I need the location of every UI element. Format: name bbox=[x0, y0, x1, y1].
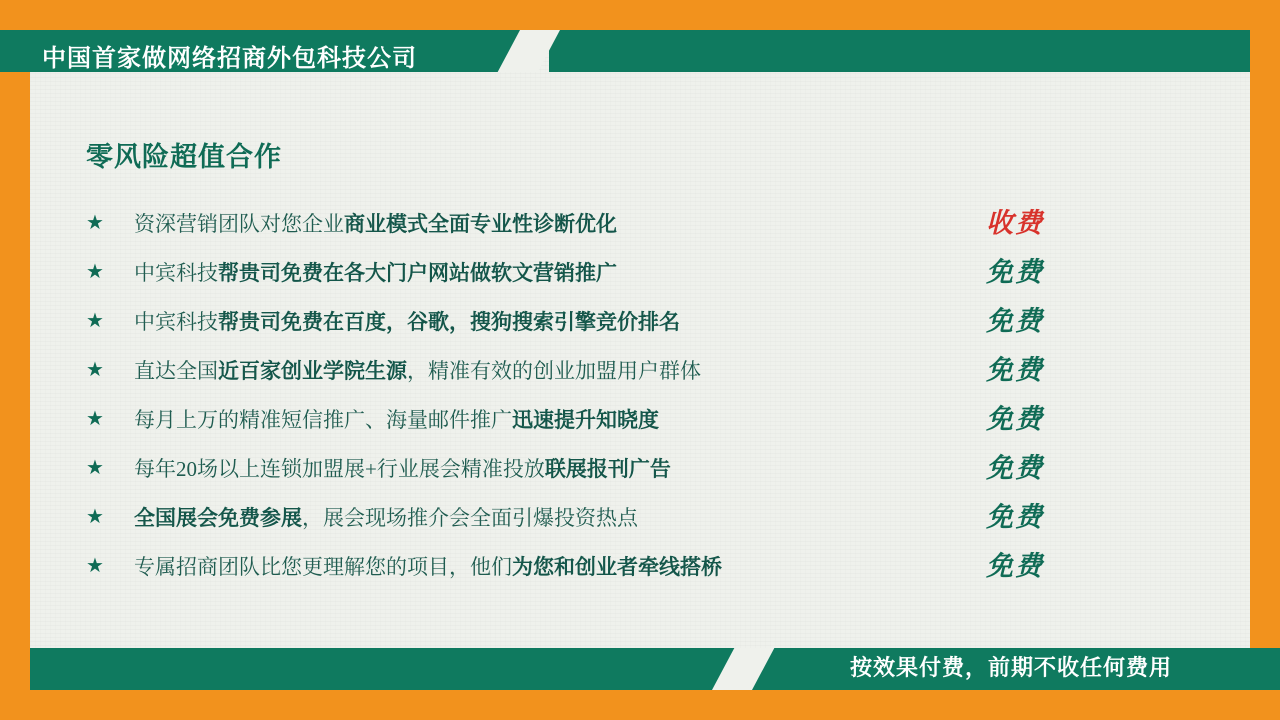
list-item-bold: 迅速提升知晓度 bbox=[512, 407, 659, 432]
list-item bbox=[86, 443, 1086, 492]
list-item-text bbox=[134, 208, 617, 238]
star-icon: ★ bbox=[86, 309, 104, 332]
list-item-text bbox=[134, 502, 638, 532]
list-item-bold: 近百家创业学院生源 bbox=[218, 358, 407, 383]
list-item-bold: 帮贵司免费在百度，谷歌，搜狗搜索引擎竞价排名 bbox=[218, 309, 680, 334]
list-item-bold: 商业模式全面专业性诊断优化 bbox=[344, 211, 617, 236]
star-icon: ★ bbox=[86, 505, 104, 528]
price-badge: 免费 bbox=[986, 404, 1044, 434]
list-item-text bbox=[134, 453, 671, 483]
footer-text: 按效果付费，前期不收任何费用 bbox=[850, 655, 1173, 680]
list-item bbox=[86, 198, 1086, 247]
star-icon: ★ bbox=[86, 554, 104, 577]
header-title: 中国首家做网络招商外包科技公司 bbox=[42, 45, 417, 72]
star-icon: ★ bbox=[86, 407, 104, 430]
list-item bbox=[86, 345, 1086, 394]
list-item-pre: 中宾科技 bbox=[134, 260, 218, 285]
price-column bbox=[955, 196, 1075, 588]
footer-band-left bbox=[30, 648, 745, 690]
price-badge: 免费 bbox=[986, 453, 1044, 483]
header-band-right bbox=[549, 30, 1250, 72]
price-badge: 免费 bbox=[986, 257, 1044, 287]
list-item-post: ，精准有效的创业加盟用户群体 bbox=[407, 358, 701, 383]
list-item-bold: 帮贵司免费在各大门户网站做软文营销推广 bbox=[218, 260, 617, 285]
list-item-pre: 每年20场以上连锁加盟展+行业展会精准投放 bbox=[134, 456, 545, 481]
list-item-text bbox=[134, 404, 659, 434]
star-icon: ★ bbox=[86, 358, 104, 381]
list-item-bold: 全国展会免费参展 bbox=[134, 505, 302, 530]
price-badge: 免费 bbox=[986, 306, 1044, 336]
star-icon: ★ bbox=[86, 456, 104, 479]
price-badge: 收费 bbox=[986, 208, 1044, 238]
list-item-bold: 为您和创业者牵线搭桥 bbox=[512, 554, 722, 579]
star-icon: ★ bbox=[86, 211, 104, 234]
list-item-pre: 每月上万的精准短信推广、海量邮件推广 bbox=[134, 407, 512, 432]
list-item-pre: 直达全国 bbox=[134, 358, 218, 383]
list-item-pre: 中宾科技 bbox=[134, 309, 218, 334]
list-item-text bbox=[134, 355, 701, 385]
list-item bbox=[86, 492, 1086, 541]
list-item-text bbox=[134, 306, 680, 336]
benefit-list bbox=[86, 198, 1086, 590]
list-item bbox=[86, 541, 1086, 590]
list-item-text bbox=[134, 551, 722, 581]
list-item-bold: 联展报刊广告 bbox=[544, 456, 671, 481]
price-badge: 免费 bbox=[986, 355, 1044, 385]
list-item-pre: 资深营销团队对您企业 bbox=[134, 211, 344, 236]
list-item bbox=[86, 296, 1086, 345]
list-item-pre: 专属招商团队比您更理解您的项目，他们 bbox=[134, 554, 512, 579]
list-item bbox=[86, 394, 1086, 443]
price-badge: 免费 bbox=[986, 502, 1044, 532]
list-item bbox=[86, 247, 1086, 296]
price-badge: 免费 bbox=[986, 551, 1044, 581]
section-title: 零风险超值合作 bbox=[86, 142, 282, 172]
star-icon: ★ bbox=[86, 260, 104, 283]
list-item-post: ，展会现场推介会全面引爆投资热点 bbox=[302, 505, 638, 530]
list-item-text bbox=[134, 257, 617, 287]
